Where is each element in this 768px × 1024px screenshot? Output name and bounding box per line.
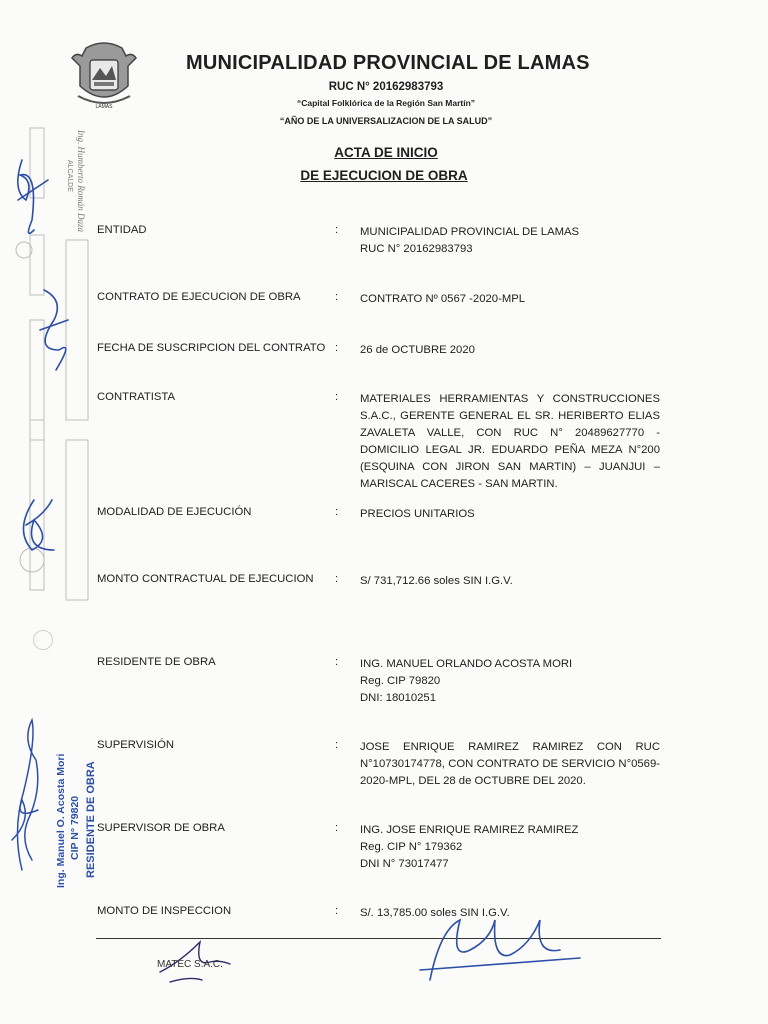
- crest-caption: LAMAS: [95, 104, 113, 110]
- value-line: MUNICIPALIDAD PROVINCIAL DE LAMAS: [360, 226, 580, 238]
- value-contratista: [360, 391, 660, 493]
- label-supervision: SUPERVISIÓN: [97, 739, 175, 751]
- value-line: S.A.C., GERENTE GENERAL EL SR. HERIBERTO ELIAS: [360, 410, 660, 422]
- value-line: S/. 13,785.00 soles SIN I.G.V.: [360, 907, 510, 919]
- value-fecha: [360, 342, 660, 359]
- value-line: 2020-MPL, DEL 28 de OCTUBRE DEL 2020.: [360, 775, 586, 787]
- value-supervision: [360, 739, 660, 790]
- resident-stamp-cip: CIP N° 79820: [69, 795, 81, 860]
- header-year-motto: “AÑO DE LA UNIVERSALIZACION DE LA SALUD”: [279, 116, 493, 126]
- left-stamp-role: ALCALDE: [66, 160, 73, 192]
- value-line: (ESQUINA CON JIRON SAN MARTIN) – JUANJUI –: [360, 461, 660, 473]
- value-line: ING. JOSE ENRIQUE RAMIREZ RAMIREZ: [360, 824, 579, 836]
- label-residente: RESIDENTE DE OBRA: [97, 656, 216, 668]
- label-contratista: CONTRATISTA: [97, 391, 176, 403]
- colon: :: [335, 342, 339, 354]
- page-title: MUNICIPALIDAD PROVINCIAL DE LAMAS: [186, 52, 590, 74]
- value-line: MARISCAL CACERES - SAN MARTIN.: [360, 478, 558, 490]
- supervisor-signature: [400, 910, 600, 990]
- colon: :: [335, 391, 339, 403]
- value-line: PRECIOS UNITARIOS: [360, 508, 475, 520]
- colon: :: [335, 291, 339, 303]
- value-line: CONTRATO Nº 0567 -2020-MPL: [360, 293, 526, 305]
- municipal-crest-icon: [66, 36, 142, 112]
- colon: :: [335, 656, 339, 668]
- punch-hole: [33, 630, 53, 650]
- contractor-stamp-text: MATEC S.A.C.: [157, 959, 223, 970]
- value-line: ING. MANUEL ORLANDO ACOSTA MORI: [360, 658, 573, 670]
- colon: :: [335, 224, 339, 236]
- header-motto: “Capital Folklórica de la Región San Martín”: [296, 98, 476, 108]
- label-contrato: CONTRATO DE EJECUCION DE OBRA: [97, 291, 301, 303]
- value-line: Reg. CIP 79820: [360, 675, 441, 687]
- value-residente: [360, 656, 660, 707]
- value-line: RUC N° 20162983793: [360, 243, 473, 255]
- label-monto-contractual: MONTO CONTRACTUAL DE EJECUCION: [97, 573, 314, 585]
- value-contrato: [360, 291, 660, 308]
- value-line: 26 de OCTUBRE 2020: [360, 344, 475, 356]
- colon: :: [335, 573, 339, 585]
- resident-stamp: [2, 700, 102, 900]
- value-monto-contractual: [360, 573, 660, 590]
- value-line: DOMICILIO LEGAL JR. EDUARDO PEÑA MEZA N°200: [360, 444, 660, 456]
- value-line: ZAVALETA VALLE, CON RUC N° 20489627770 -: [360, 427, 660, 439]
- header-ruc: RUC N° 20162983793: [328, 81, 444, 93]
- label-supervisor: SUPERVISOR DE OBRA: [97, 822, 225, 834]
- value-modalidad: [360, 506, 660, 523]
- colon: :: [335, 822, 339, 834]
- label-monto-inspeccion: MONTO DE INSPECCION: [97, 905, 232, 917]
- label-modalidad: MODALIDAD DE EJECUCIÓN: [97, 506, 252, 518]
- left-stamp-name: Ing. Humberto Román Daza: [76, 130, 86, 232]
- document-title-line1: ACTA DE INICIO: [334, 145, 438, 160]
- label-entidad: ENTIDAD: [97, 224, 147, 236]
- colon: :: [335, 905, 339, 917]
- value-line: Reg. CIP N° 179362: [360, 841, 463, 853]
- value-line: DNI N° 73017477: [360, 858, 449, 870]
- value-line: N°10730174778, CON CONTRATO DE SERVICIO N°0569-: [360, 758, 660, 770]
- value-line: DNI: 18010251: [360, 692, 436, 704]
- value-line: JOSE ENRIQUE RAMIREZ RAMIREZ CON RUC: [360, 741, 660, 753]
- document-title-line2: DE EJECUCION DE OBRA: [300, 168, 468, 183]
- value-entidad: [360, 224, 660, 258]
- colon: :: [335, 739, 339, 751]
- label-fecha: FECHA DE SUSCRIPCION DEL CONTRATO: [97, 342, 326, 354]
- colon: :: [335, 506, 339, 518]
- value-supervisor: [360, 822, 660, 873]
- resident-stamp-role: RESIDENTE DE OBRA: [85, 761, 97, 878]
- resident-stamp-name: Ing. Manuel O. Acosta Mori: [55, 753, 67, 888]
- margin-stamps-signatures: [4, 120, 94, 620]
- value-line: MATERIALES HERRAMIENTAS Y CONSTRUCCIONES: [360, 393, 660, 405]
- value-line: S/ 731,712.66 soles SIN I.G.V.: [360, 575, 513, 587]
